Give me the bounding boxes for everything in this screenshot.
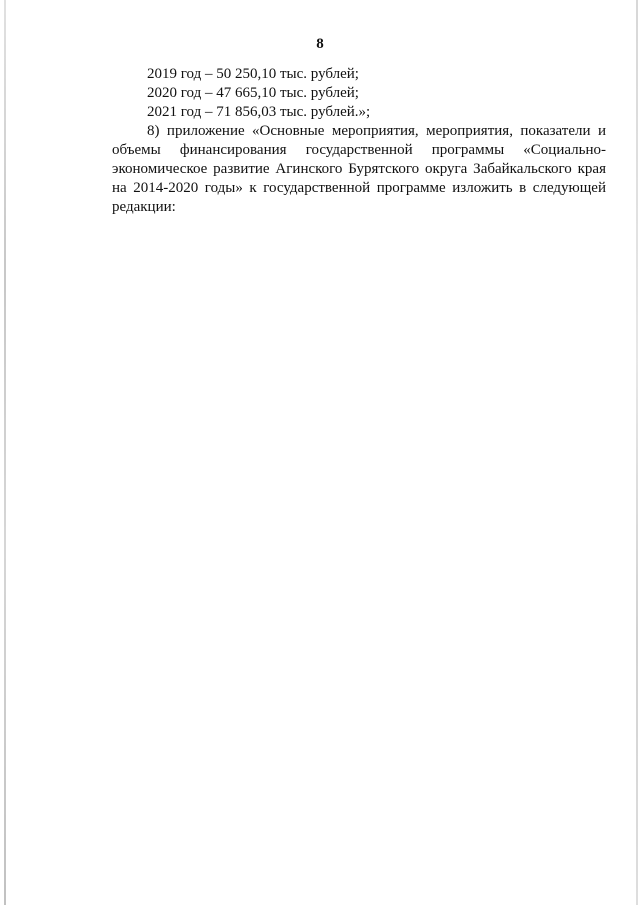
document-body [112, 65, 606, 217]
budget-line-2021: 2021 год – 71 856,03 тыс. рублей.»; [147, 104, 371, 120]
paragraph-line-2: объемы финансирования государственной программы «Социально- [112, 142, 606, 158]
budget-line-2020: 2020 год – 47 665,10 тыс. рублей; [147, 85, 359, 101]
paragraph-line-1: 8) приложение «Основные мероприятия, мероприятия, показатели и [147, 123, 606, 139]
paragraph-line-5: редакции: [112, 199, 176, 215]
paragraph-line-4: на 2014-2020 годы» к государственной программе изложить в следующей [112, 180, 606, 196]
page-number: 8 [316, 36, 324, 52]
scan-edge-left [4, 0, 6, 905]
paragraph-line-3: экономическое развитие Агинского Бурятского округа Забайкальского края [112, 161, 606, 177]
budget-line-2019: 2019 год – 50 250,10 тыс. рублей; [147, 66, 359, 82]
scan-edge-right [636, 0, 638, 905]
